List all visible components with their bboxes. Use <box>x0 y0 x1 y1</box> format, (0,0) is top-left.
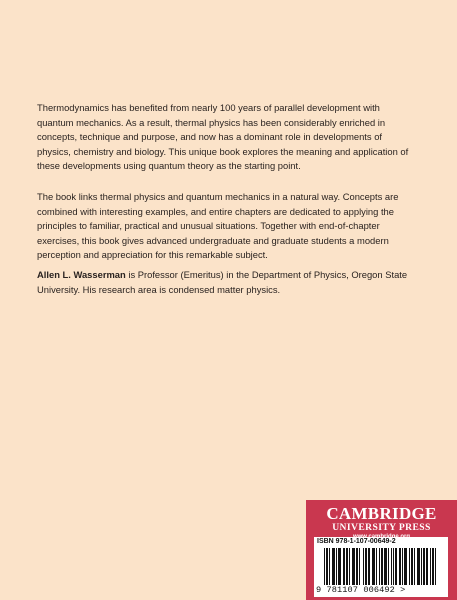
publisher-box <box>306 500 457 600</box>
back-cover-blurb <box>37 101 417 297</box>
author-name: Allen L. Wasserman <box>37 268 126 280</box>
description-paragraph-2: The book links thermal physics and quantum mechanics in a natural way. Concepts are combined with interesting examples, and entire chapters are dedicated to applying the principles to familiar, practical and unusual situations. Together with end-of-chapter exercises, this book gives advanced undergraduate and graduate students a modern perception and appreciation for this remarkable subject. <box>37 190 399 261</box>
barcode-digits: 9 781107 006492 > <box>316 585 406 595</box>
barcode-image <box>324 548 438 585</box>
barcode-panel <box>314 537 448 597</box>
publisher-subtitle: UNIVERSITY PRESS <box>332 522 431 533</box>
description-paragraph-1: Thermodynamics has benefited from nearly 100 years of parallel development with quantum mechanics. As a result, thermal physics has been considerably enriched in concepts, technique and purpose, and now has a dominant role in developments of physics, chemistry and biology. This unique book explores the meaning and application of these developments using quantum theory as the starting point. <box>37 102 409 172</box>
isbn-label: ISBN 978-1-107-00649-2 <box>317 538 396 545</box>
publisher-name: CAMBRIDGE <box>326 504 437 523</box>
author-bio: is Professor (Emeritus) in the Department of Physics, Oregon State University. His research area is condensed matter physics. <box>37 268 408 295</box>
author-paragraph <box>37 268 417 297</box>
